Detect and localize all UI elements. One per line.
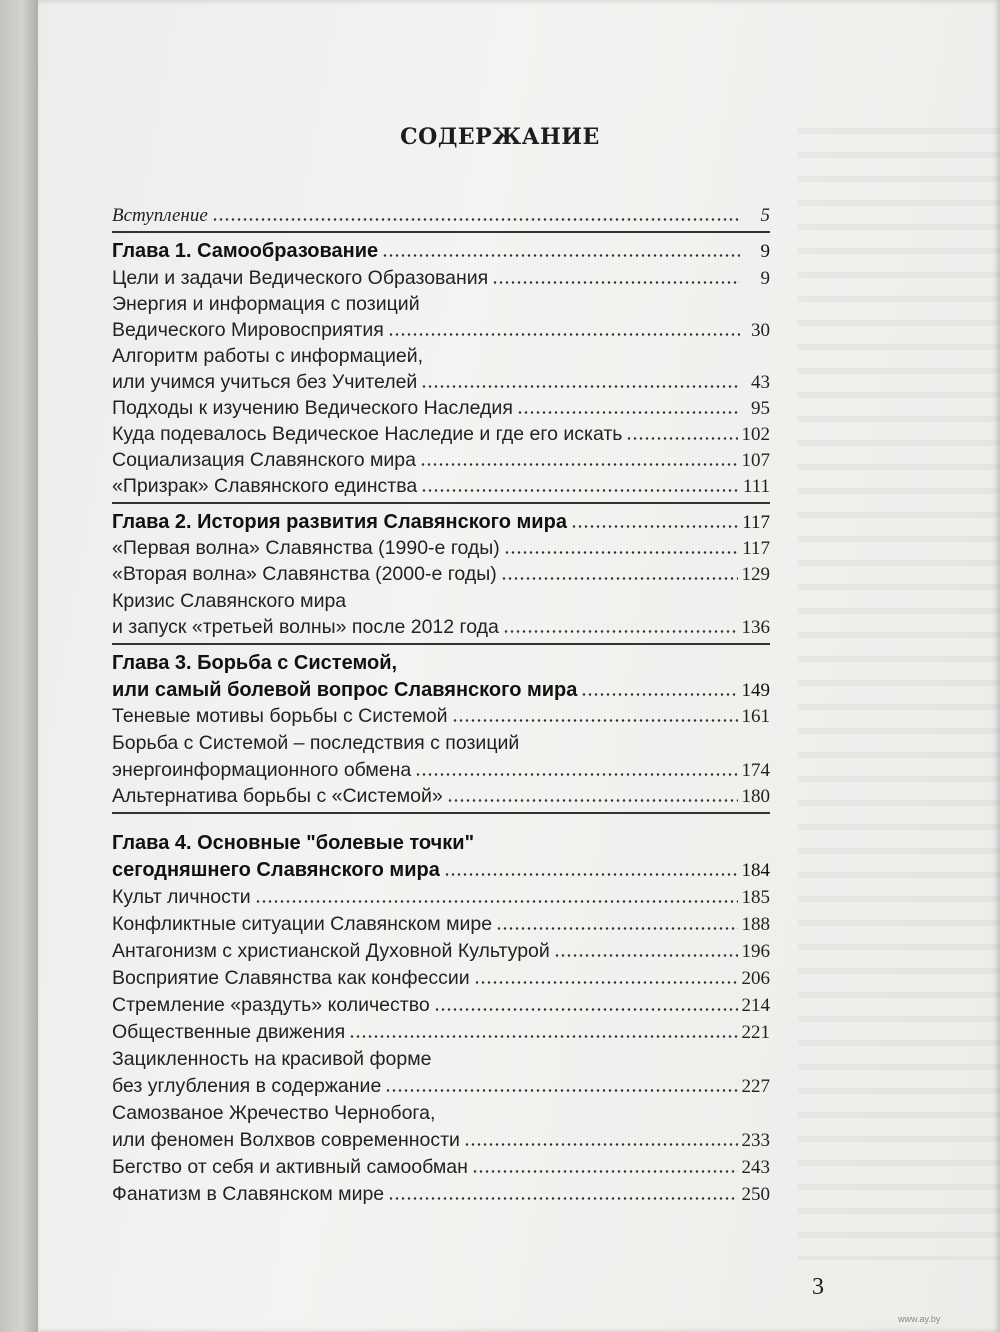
toc-chapter-3 [112, 679, 770, 702]
dot-leader [415, 772, 737, 777]
toc-entry-title: без углубления в содержание [112, 1075, 382, 1097]
toc-entry [112, 886, 770, 909]
toc-entry-title: Альтернатива борьбы с «Системой» [112, 785, 443, 807]
dot-leader [501, 576, 738, 581]
dot-leader [474, 980, 738, 985]
toc-entry-page: 174 [741, 760, 770, 781]
toc-entry-title: Социализация Славянского мира [112, 449, 416, 471]
toc-entry [112, 759, 770, 782]
toc-entry-page: 117 [742, 512, 770, 533]
dot-leader [496, 926, 737, 931]
toc-entry-page: 149 [741, 680, 770, 701]
toc-entry-page: 206 [741, 968, 770, 989]
toc-entry-page: 243 [741, 1157, 770, 1178]
dot-leader [382, 253, 740, 258]
dot-leader [571, 524, 738, 529]
section-divider [112, 812, 770, 814]
toc-entry [112, 1021, 770, 1044]
dot-leader [421, 384, 740, 389]
toc-entry-first-line: Зацикленность на красивой форме [112, 1048, 432, 1070]
toc-entry-title: Фанатизм в Славянском мире [112, 1183, 385, 1205]
toc-entry [112, 1183, 770, 1206]
toc-entry-page: 180 [741, 786, 770, 807]
toc-entry-title: энергоинформационного обмена [112, 759, 412, 781]
toc-entry [112, 1129, 770, 1152]
watermark: www.ay.by [898, 1314, 941, 1324]
toc-entry [112, 371, 770, 394]
toc-entry [112, 705, 770, 728]
dot-leader [472, 1169, 738, 1174]
toc-entry [112, 319, 770, 342]
toc-entry [112, 423, 770, 446]
toc-entry-page: 227 [741, 1076, 770, 1097]
toc-entry-page: 188 [741, 914, 770, 935]
toc-entry-page: 43 [751, 372, 770, 393]
section-divider [112, 502, 770, 504]
toc-entry-page: 107 [741, 450, 770, 471]
dot-leader [388, 1196, 737, 1201]
toc-entry [112, 1156, 770, 1179]
toc-entry-page: 233 [741, 1130, 770, 1151]
toc-entry-title: сегодняшнего Славянского мира [112, 859, 440, 881]
toc-entry-title: или учимся учиться без Учителей [112, 371, 418, 393]
toc-chapter-3-first-line: Глава 3. Борьба с Системой, [112, 652, 398, 674]
toc-entry [112, 475, 770, 498]
toc-entry-page: 117 [742, 538, 770, 559]
toc-entry-page: 5 [760, 205, 770, 226]
toc-entry-first-line: Борьба с Системой – последствия с позиций [112, 732, 520, 754]
toc-entry [112, 397, 770, 420]
dot-leader [554, 953, 738, 958]
dot-leader [492, 280, 740, 285]
toc-entry-first-line: Алгоритм работы с информацией, [112, 345, 424, 367]
dot-leader [464, 1142, 738, 1147]
toc-entry-title: Теневые мотивы борьбы с Системой [112, 705, 448, 727]
toc-entry-title: Подходы к изучению Ведического Наследия [112, 397, 513, 419]
toc-entry-title: «Первая волна» Славянства (1990-е годы) [112, 537, 500, 559]
section-divider [112, 643, 770, 645]
toc-entry-first-line: Энергия и информация с позиций [112, 293, 420, 315]
toc-entry-first-line: Самозваное Жречество Чернобога, [112, 1102, 436, 1124]
toc-entry-page: 185 [741, 887, 770, 908]
dot-leader [444, 872, 738, 877]
dot-leader [388, 332, 740, 337]
dot-leader [447, 798, 738, 803]
dot-leader [434, 1007, 738, 1012]
dot-leader [626, 436, 737, 441]
toc-entry-title: Восприятие Славянства как конфессии [112, 967, 470, 989]
toc-entry-page: 196 [741, 941, 770, 962]
toc-entry-title: или феномен Волхвов современности [112, 1129, 460, 1151]
dot-leader [255, 899, 738, 904]
toc-entry-page: 30 [751, 320, 770, 341]
toc-chapter-1 [112, 240, 770, 263]
dot-leader [420, 462, 738, 467]
dot-leader [421, 488, 739, 493]
dot-leader [349, 1034, 737, 1039]
dot-leader [581, 692, 737, 697]
dot-leader [385, 1088, 737, 1093]
toc-entry [112, 537, 770, 560]
toc-entry-page: 9 [760, 268, 770, 289]
toc-entry-title: Цели и задачи Ведического Образования [112, 267, 489, 289]
toc-entry [112, 967, 770, 990]
toc-entry [112, 785, 770, 808]
toc-chapter-2 [112, 511, 770, 534]
dot-leader [504, 550, 738, 555]
toc-entry-title: Глава 1. Самообразование [112, 240, 379, 262]
toc-entry-page: 214 [741, 995, 770, 1016]
toc-entry-page: 221 [741, 1022, 770, 1043]
toc-entry-title: или самый болевой вопрос Славянского мира [112, 679, 578, 701]
toc-entry [112, 1075, 770, 1098]
toc-entry [112, 940, 770, 963]
toc-entry-title: Стремление «раздуть» количество [112, 994, 430, 1016]
toc-entry-page: 136 [741, 617, 770, 638]
toc-entry-title: «Вторая волна» Славянства (2000-е годы) [112, 563, 497, 585]
dot-leader [503, 629, 738, 634]
toc-entry [112, 616, 770, 639]
toc-entry-title: Куда подевалось Ведическое Наследие и где его искать [112, 423, 623, 445]
toc-entry-title: и запуск «третьей волны» после 2012 года [112, 616, 499, 638]
toc-entry [112, 267, 770, 290]
toc-entry [112, 994, 770, 1017]
toc-entry-title: Антагонизм с христианской Духовной Культурой [112, 940, 550, 962]
toc-entry [112, 563, 770, 586]
dot-leader [452, 718, 738, 723]
toc-entry-page: 102 [741, 424, 770, 445]
toc-entry-title: Культ личности [112, 886, 251, 908]
toc-chapter-4-first-line: Глава 4. Основные "болевые точки" [112, 832, 475, 854]
toc-entry-page: 250 [741, 1184, 770, 1205]
toc-entry-title: Конфликтные ситуации Славянском мире [112, 913, 493, 935]
toc-entry-title: Бегство от себя и активный самообман [112, 1156, 468, 1178]
toc-entry-page: 129 [741, 564, 770, 585]
toc-entry-title: Вступление [112, 205, 208, 226]
toc-entry-page: 9 [760, 241, 770, 262]
toc-entry-title: Глава 2. История развития Славянского мира [112, 511, 567, 533]
toc-entry-title: Ведического Мировосприятия [112, 319, 384, 341]
toc-entry-title: «Призрак» Славянского единства [112, 475, 418, 497]
toc-entry-page: 184 [741, 860, 770, 881]
toc-chapter-4 [112, 859, 770, 882]
toc-entry-page: 161 [741, 706, 770, 727]
section-divider [112, 231, 770, 233]
toc-entry [112, 449, 770, 472]
toc-entry-first-line: Кризис Славянского мира [112, 590, 347, 612]
toc-entry-page: 95 [751, 398, 770, 419]
dot-leader [212, 217, 740, 222]
toc-entry-page: 111 [742, 476, 770, 497]
dot-leader [517, 410, 740, 415]
toc-entry-title: Общественные движения [112, 1021, 346, 1043]
page-number: 3 [812, 1274, 824, 1300]
toc-entry [112, 913, 770, 936]
toc-entry-introduction [112, 205, 770, 227]
toc-title: СОДЕРЖАНИЕ [400, 124, 600, 150]
